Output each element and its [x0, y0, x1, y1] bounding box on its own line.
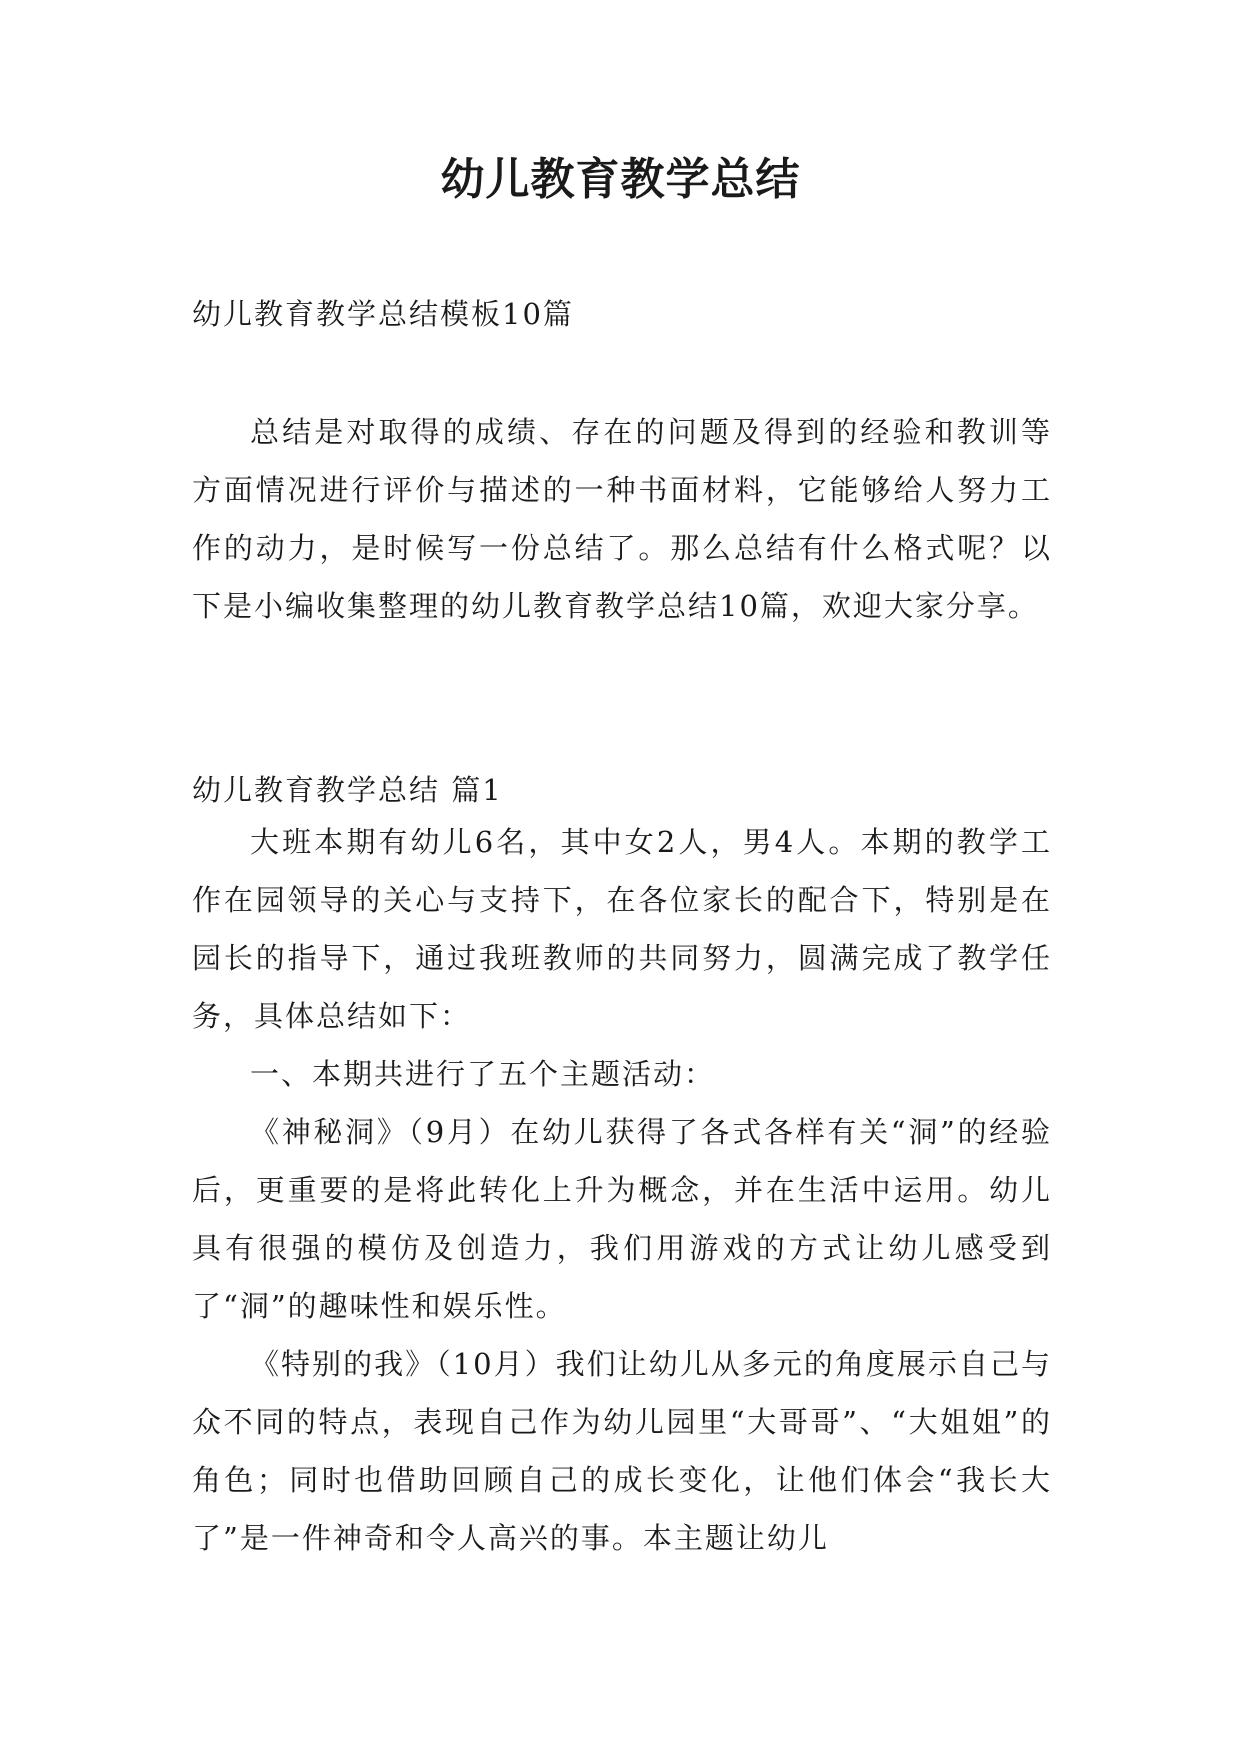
section-heading: 幼儿教育教学总结 篇1	[192, 773, 503, 807]
paragraph-3: 《神秘洞》（9月）在幼儿获得了各式各样有关“洞”的经验后，更重要的是将此转化上升为概念，并在生活中运用。幼儿具有很强的模仿及创造力，我们用游戏的方式让幼儿感受到了“洞”的趣味性和娱乐性。	[192, 1115, 1052, 1323]
document-title: 幼儿教育教学总结	[440, 154, 801, 205]
paragraph-2: 一、本期共进行了五个主题活动：	[250, 1057, 716, 1091]
intro-paragraph: 总结是对取得的成绩、存在的问题及得到的经验和教训等方面情况进行评价与描述的一种书面材料，它能够给人努力工作的动力，是时候写一份总结了。那么总结有什么格式呢？以下是小编收集整理的幼儿教育教学总结10篇，欢迎大家分享。	[192, 415, 1052, 623]
intro-block	[192, 403, 1052, 635]
section-body	[192, 813, 1052, 1567]
document-subtitle: 幼儿教育教学总结模板10篇	[192, 297, 574, 331]
paragraph-1: 大班本期有幼儿6名，其中女2人，男4人。本期的教学工作在园领导的关心与支持下，在各位家长的配合下，特别是在园长的指导下，通过我班教师的共同努力，圆满完成了教学任务，具体总结如下：	[192, 825, 1052, 1033]
paragraph-4: 《特别的我》（10月）我们让幼儿从多元的角度展示自己与众不同的特点，表现自己作为幼儿园里“大哥哥”、“大姐姐”的角色；同时也借助回顾自己的成长变化，让他们体会“我长大了”是一件神奇和令人高兴的事。本主题让幼儿	[192, 1347, 1052, 1555]
